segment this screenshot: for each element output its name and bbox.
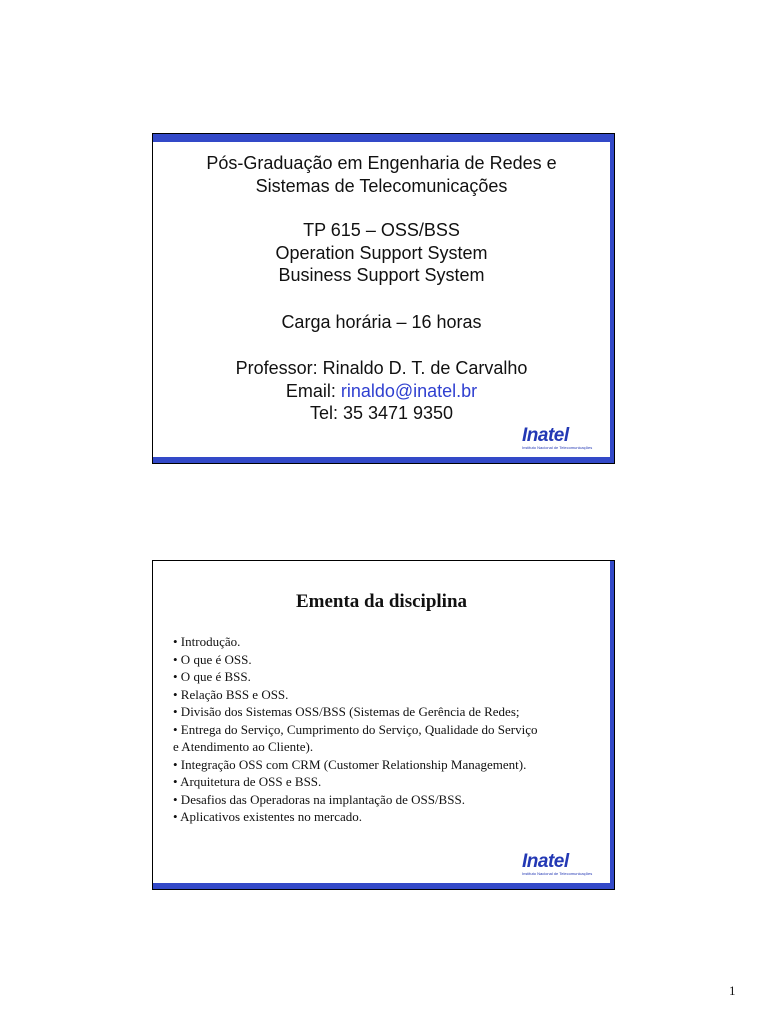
slide-right-bar xyxy=(610,561,614,889)
syllabus-item: • Desafios das Operadoras na implantação de OSS/BSS. xyxy=(173,791,465,807)
syllabus-list xyxy=(173,633,606,826)
slide-bottom-bar xyxy=(153,883,614,889)
syllabus-item: • O que é BSS. xyxy=(173,669,251,684)
course-subtitle-bss: Business Support System xyxy=(278,265,485,285)
course-subtitle-oss: Operation Support System xyxy=(275,242,488,263)
syllabus-item: • Integração OSS com CRM (Customer Relationship Management). xyxy=(173,756,527,772)
slide-syllabus xyxy=(152,560,615,890)
email-line xyxy=(153,380,610,403)
logo-tagline: Instituto Nacional de Telecomunicações xyxy=(522,445,593,450)
syllabus-item: • Aplicativos existentes no mercado. xyxy=(173,809,363,824)
professor-name: Professor: Rinaldo D. T. de Carvalho xyxy=(235,358,528,378)
slide-bottom-bar xyxy=(153,457,614,463)
email-label: Email: xyxy=(285,380,341,401)
inatel-logo xyxy=(522,425,593,451)
slide-title xyxy=(152,133,615,464)
logo-wordmark: Inatel xyxy=(522,425,569,446)
slide-right-bar xyxy=(610,134,614,463)
syllabus-item: • Divisão dos Sistemas OSS/BSS (Sistemas de Gerência de Redes; xyxy=(173,704,520,719)
slide-title-text xyxy=(153,152,610,425)
syllabus-item: • O que é OSS. xyxy=(173,651,252,667)
course-code: TP 615 – OSS/BSS xyxy=(303,220,460,240)
logo-tagline: Instituto Nacional de Telecomunicações xyxy=(522,871,593,876)
program-title-line1: Pós-Graduação em Engenharia de Redes e xyxy=(206,153,557,173)
syllabus-item: e Atendimento ao Cliente). xyxy=(173,739,314,754)
program-title-line2: Sistemas de Telecomunicações xyxy=(255,175,508,196)
inatel-logo xyxy=(522,851,593,877)
syllabus-item: • Entrega do Serviço, Cumprimento do Serviço, Qualidade do Serviço xyxy=(173,721,538,737)
syllabus-title: Ementa da disciplina xyxy=(295,591,468,612)
logo-wordmark: Inatel xyxy=(522,851,569,872)
phone: Tel: 35 3471 9350 xyxy=(309,403,454,423)
workload: Carga horária – 16 horas xyxy=(281,311,482,332)
syllabus-item: • Arquitetura de OSS e BSS. xyxy=(173,774,322,789)
syllabus-item: • Relação BSS e OSS. xyxy=(173,686,289,702)
slide-top-bar xyxy=(153,134,614,142)
syllabus-item: • Introdução. xyxy=(173,634,241,649)
email-link[interactable]: rinaldo@inatel.br xyxy=(340,380,478,401)
page-number: 1 xyxy=(729,983,736,998)
